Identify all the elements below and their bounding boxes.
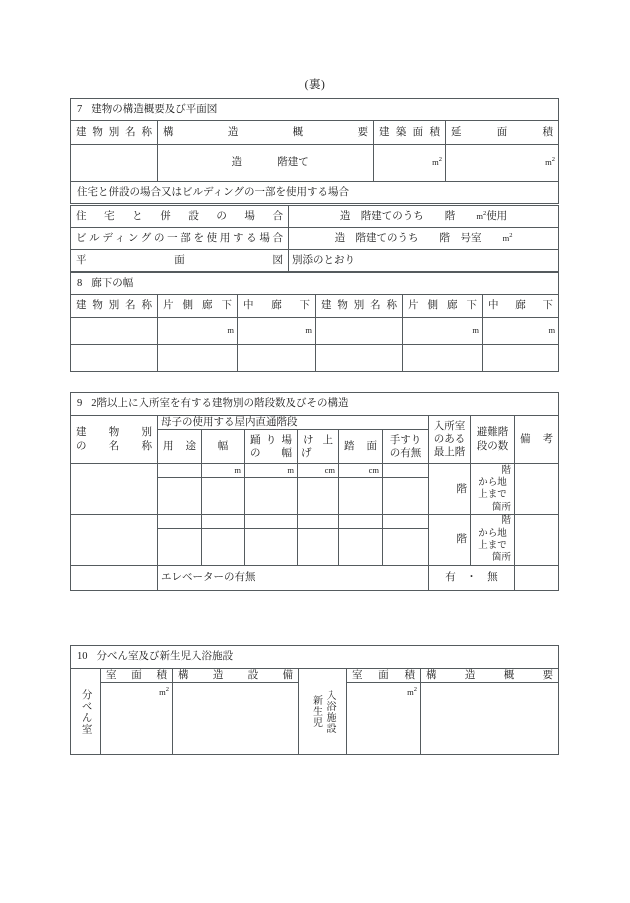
section-10-number: 10 [77,651,88,663]
cell-center-corridor-3[interactable] [238,345,316,372]
unit-corridor-m-3: m [472,325,479,336]
section-10-table [70,645,559,755]
section-7-number: 7 [77,103,83,115]
section-8-header-row [71,295,559,318]
cell-tread-4[interactable] [339,528,383,565]
header-stairs-width: 幅 [202,430,245,464]
cell-stairs-width-3[interactable] [202,515,245,528]
escape-text-line3-2: 上まで [478,540,507,551]
page-side-marker: (裏) [304,79,326,91]
cell-stairs-building-name-2[interactable] [71,515,158,565]
building-part-row[interactable] [71,228,559,250]
structure-hint-zou: 造 [231,157,242,169]
header-one-side-corridor-2: 片側廊下 [403,295,483,318]
building-part-value-hint: 造 階建てのうち 階 号室 $m^2$ [334,232,513,244]
elevator-options[interactable]: 有 ・ 無 [429,565,515,590]
structure-hint-kaidate: 階建て [277,157,309,169]
header-corridor-building-name-1: 建物別名称 [71,295,158,318]
header-newborn-structure-outline: 構造概要 [421,669,559,683]
cell-riser-1[interactable] [298,464,339,478]
cell-center-corridor-2[interactable] [483,318,559,345]
label-newborn-bathing-facility: 新生児 入浴施設 [299,669,347,755]
escape-text-line3-1: 上まで [478,490,507,501]
label-delivery-room: 分べん室 [71,669,101,755]
section-7-header-row [71,121,559,145]
cell-stairs-width-4[interactable] [202,528,245,565]
section-9-number: 9 [77,398,83,410]
section-8-title-cell [71,273,559,295]
section-8-title-text: 廊下の幅 [91,277,134,289]
cell-delivery-room-area[interactable] [101,683,173,755]
section-9-header-row-1 [71,416,559,430]
cell-riser-2[interactable] [298,478,339,515]
unit-newborn-room-area: $m^2$ [407,686,417,698]
section-10-title-cell [71,646,559,669]
cell-elevator-blank [71,565,158,590]
section-8-entry-row-1[interactable] [71,318,559,345]
header-escape-stairs-count: 避難階 段の数 [471,416,515,464]
cell-corridor-name-4[interactable] [316,345,403,372]
header-delivery-room-area: 室面積 [101,669,173,683]
cell-building-name-input[interactable] [71,145,158,182]
unit-stairs-width-1: m [234,465,241,476]
header-remarks: 備考 [515,416,559,464]
cell-structure-outline-input[interactable] [158,145,374,182]
label-elevator-presence: エレベーターの有無 [158,565,429,590]
cell-remarks-1[interactable] [515,464,559,515]
cell-landing-width-1[interactable] [245,464,298,478]
section-9-table [70,392,559,591]
cell-stairs-width-2[interactable] [202,478,245,515]
cell-newborn-structure-outline[interactable] [421,683,559,755]
unit-total-floor-area: $m^2$ [545,156,555,168]
unit-top-floor-1: 階 [456,483,467,495]
section-7-title-text: 建物の構造概要及び平面図 [91,103,218,115]
cell-remarks-2[interactable] [515,515,559,565]
cell-handrail-4[interactable] [383,528,429,565]
header-structure-outline: 構 造 概 要 [158,121,374,145]
cell-one-side-corridor-2[interactable] [403,318,483,345]
cell-landing-width-3[interactable] [245,515,298,528]
escape-text-line2-2: から地 [478,528,507,539]
cell-stairs-use-2[interactable] [158,478,202,515]
label-floor-plan: 平面図 [71,250,289,272]
combined-use-banner: 住宅と併設の場合又はビルディングの一部を使用する場合 [71,182,559,204]
section-8-table [70,272,559,372]
cell-total-floor-area-input[interactable] [446,145,559,182]
section-10-title-row [71,646,559,669]
header-total-floor-area: 延面積 [446,121,559,145]
cell-tread-3[interactable] [339,515,383,528]
unit-corridor-m-4: m [548,325,556,336]
cell-handrail-3[interactable] [383,515,429,528]
section-7-entry-row[interactable] [71,145,559,182]
section-9-title-cell [71,393,559,416]
header-top-floor-with-rooms: 入所室 のある 最上階 [429,416,471,464]
section-8-entry-row-2[interactable] [71,345,559,372]
cell-delivery-structure-equipment[interactable] [173,683,299,755]
cell-handrail-1[interactable] [383,464,429,478]
header-indoor-stairs-group: 母子の使用する屋内直通階段 [158,416,429,430]
section-8-number: 8 [77,277,83,289]
cell-building-area-input[interactable] [374,145,446,182]
unit-corridor-m-1: m [227,325,234,336]
section-8-title-row [71,273,559,295]
cell-corridor-name-3[interactable] [71,345,158,372]
cell-landing-width-4[interactable] [245,528,298,565]
cell-one-side-corridor-3[interactable] [158,345,238,372]
cell-corridor-name-2[interactable] [316,318,403,345]
header-tread-depth: 踏面 [339,430,383,464]
cell-one-side-corridor-4[interactable] [403,345,483,372]
cell-handrail-2[interactable] [383,478,429,515]
unit-top-floor-2: 階 [456,534,467,546]
floor-plan-row [71,250,559,272]
cell-center-corridor-1[interactable] [238,318,316,345]
unit-building-area: $m^2$ [432,156,442,168]
elevator-row[interactable] [71,565,559,590]
value-building-part[interactable] [289,228,559,250]
header-building-name: 建物別名称 [71,121,158,145]
cell-top-floor-1[interactable] [429,464,471,515]
cell-tread-2[interactable] [339,478,383,515]
cell-tread-1[interactable] [339,464,383,478]
cell-stairs-width-1[interactable] [202,464,245,478]
cell-elevator-remarks[interactable] [515,565,559,590]
residence-value-hint: 造 階建てのうち 階 $m^2$使用 [339,210,508,222]
cell-escape-stairs-1[interactable] [471,464,515,515]
section-10-title-text: 分べん室及び新生児入浴施設 [96,651,233,663]
escape-text-line4-2: 箇所 [491,553,511,564]
header-landing-width: 踊り場 の幅 [245,430,298,464]
cell-stairs-use-3[interactable] [158,515,202,528]
cell-riser-3[interactable] [298,515,339,528]
label-building-part: ビルディングの一部を使用する場合 [71,228,289,250]
header-delivery-structure-equipment: 構造設備 [173,669,299,683]
section-7-title-row [71,99,559,121]
unit-landing-width-1: m [287,465,294,476]
cell-one-side-corridor-1[interactable] [158,318,238,345]
escape-text-line4-1: 箇所 [491,502,511,513]
section-9-title-text: 2階以上に入所室を有する建物別の階段数及びその構造 [91,398,349,410]
escape-text-line1-2: 階 [501,516,511,527]
unit-corridor-m-2: m [305,325,312,336]
label-residence-combined: 住宅と併設の場合 [71,206,289,228]
escape-text-line2-1: から地 [478,477,507,488]
header-riser-height: け上 げ [298,430,339,464]
header-center-corridor-1: 中廊下 [238,295,316,318]
cell-stairs-use-1[interactable] [158,464,202,478]
header-stairs-use: 用途 [158,430,202,464]
cell-corridor-name-1[interactable] [71,318,158,345]
cell-landing-width-2[interactable] [245,478,298,515]
cell-center-corridor-4[interactable] [483,345,559,372]
cell-escape-stairs-2[interactable] [471,515,515,565]
section-9-entry-row-1a[interactable] [71,464,559,478]
section-7-combined-banner-row [71,182,559,204]
section-10-header-row [71,669,559,683]
header-building-area: 建築面積 [374,121,446,145]
header-corridor-building-name-2: 建物別名称 [316,295,403,318]
cell-newborn-room-area[interactable] [347,683,421,755]
header-stairs-building-name: 建物別 の名称 [71,416,158,464]
unit-tread-1: cm [368,465,379,476]
section-7-lower-table [70,205,559,272]
unit-riser-1: cm [324,465,335,476]
value-residence-combined[interactable] [289,206,559,228]
cell-riser-4[interactable] [298,528,339,565]
section-7-table [70,98,559,204]
header-handrail: 手すり の有無 [383,430,429,464]
value-floor-plan: 別添のとおり [289,250,559,272]
escape-text-line1-1: 階 [501,465,511,476]
section-9-entry-row-2a[interactable] [71,515,559,528]
unit-delivery-room-area: $m^2$ [159,686,169,698]
header-one-side-corridor-1: 片側廊下 [158,295,238,318]
cell-top-floor-2[interactable] [429,515,471,565]
header-center-corridor-2: 中廊下 [483,295,559,318]
section-9-title-row [71,393,559,416]
cell-stairs-building-name-1[interactable] [71,464,158,515]
section-7-title-cell [71,99,559,121]
header-newborn-room-area: 室面積 [347,669,421,683]
cell-stairs-use-4[interactable] [158,528,202,565]
residence-combined-row[interactable] [71,206,559,228]
